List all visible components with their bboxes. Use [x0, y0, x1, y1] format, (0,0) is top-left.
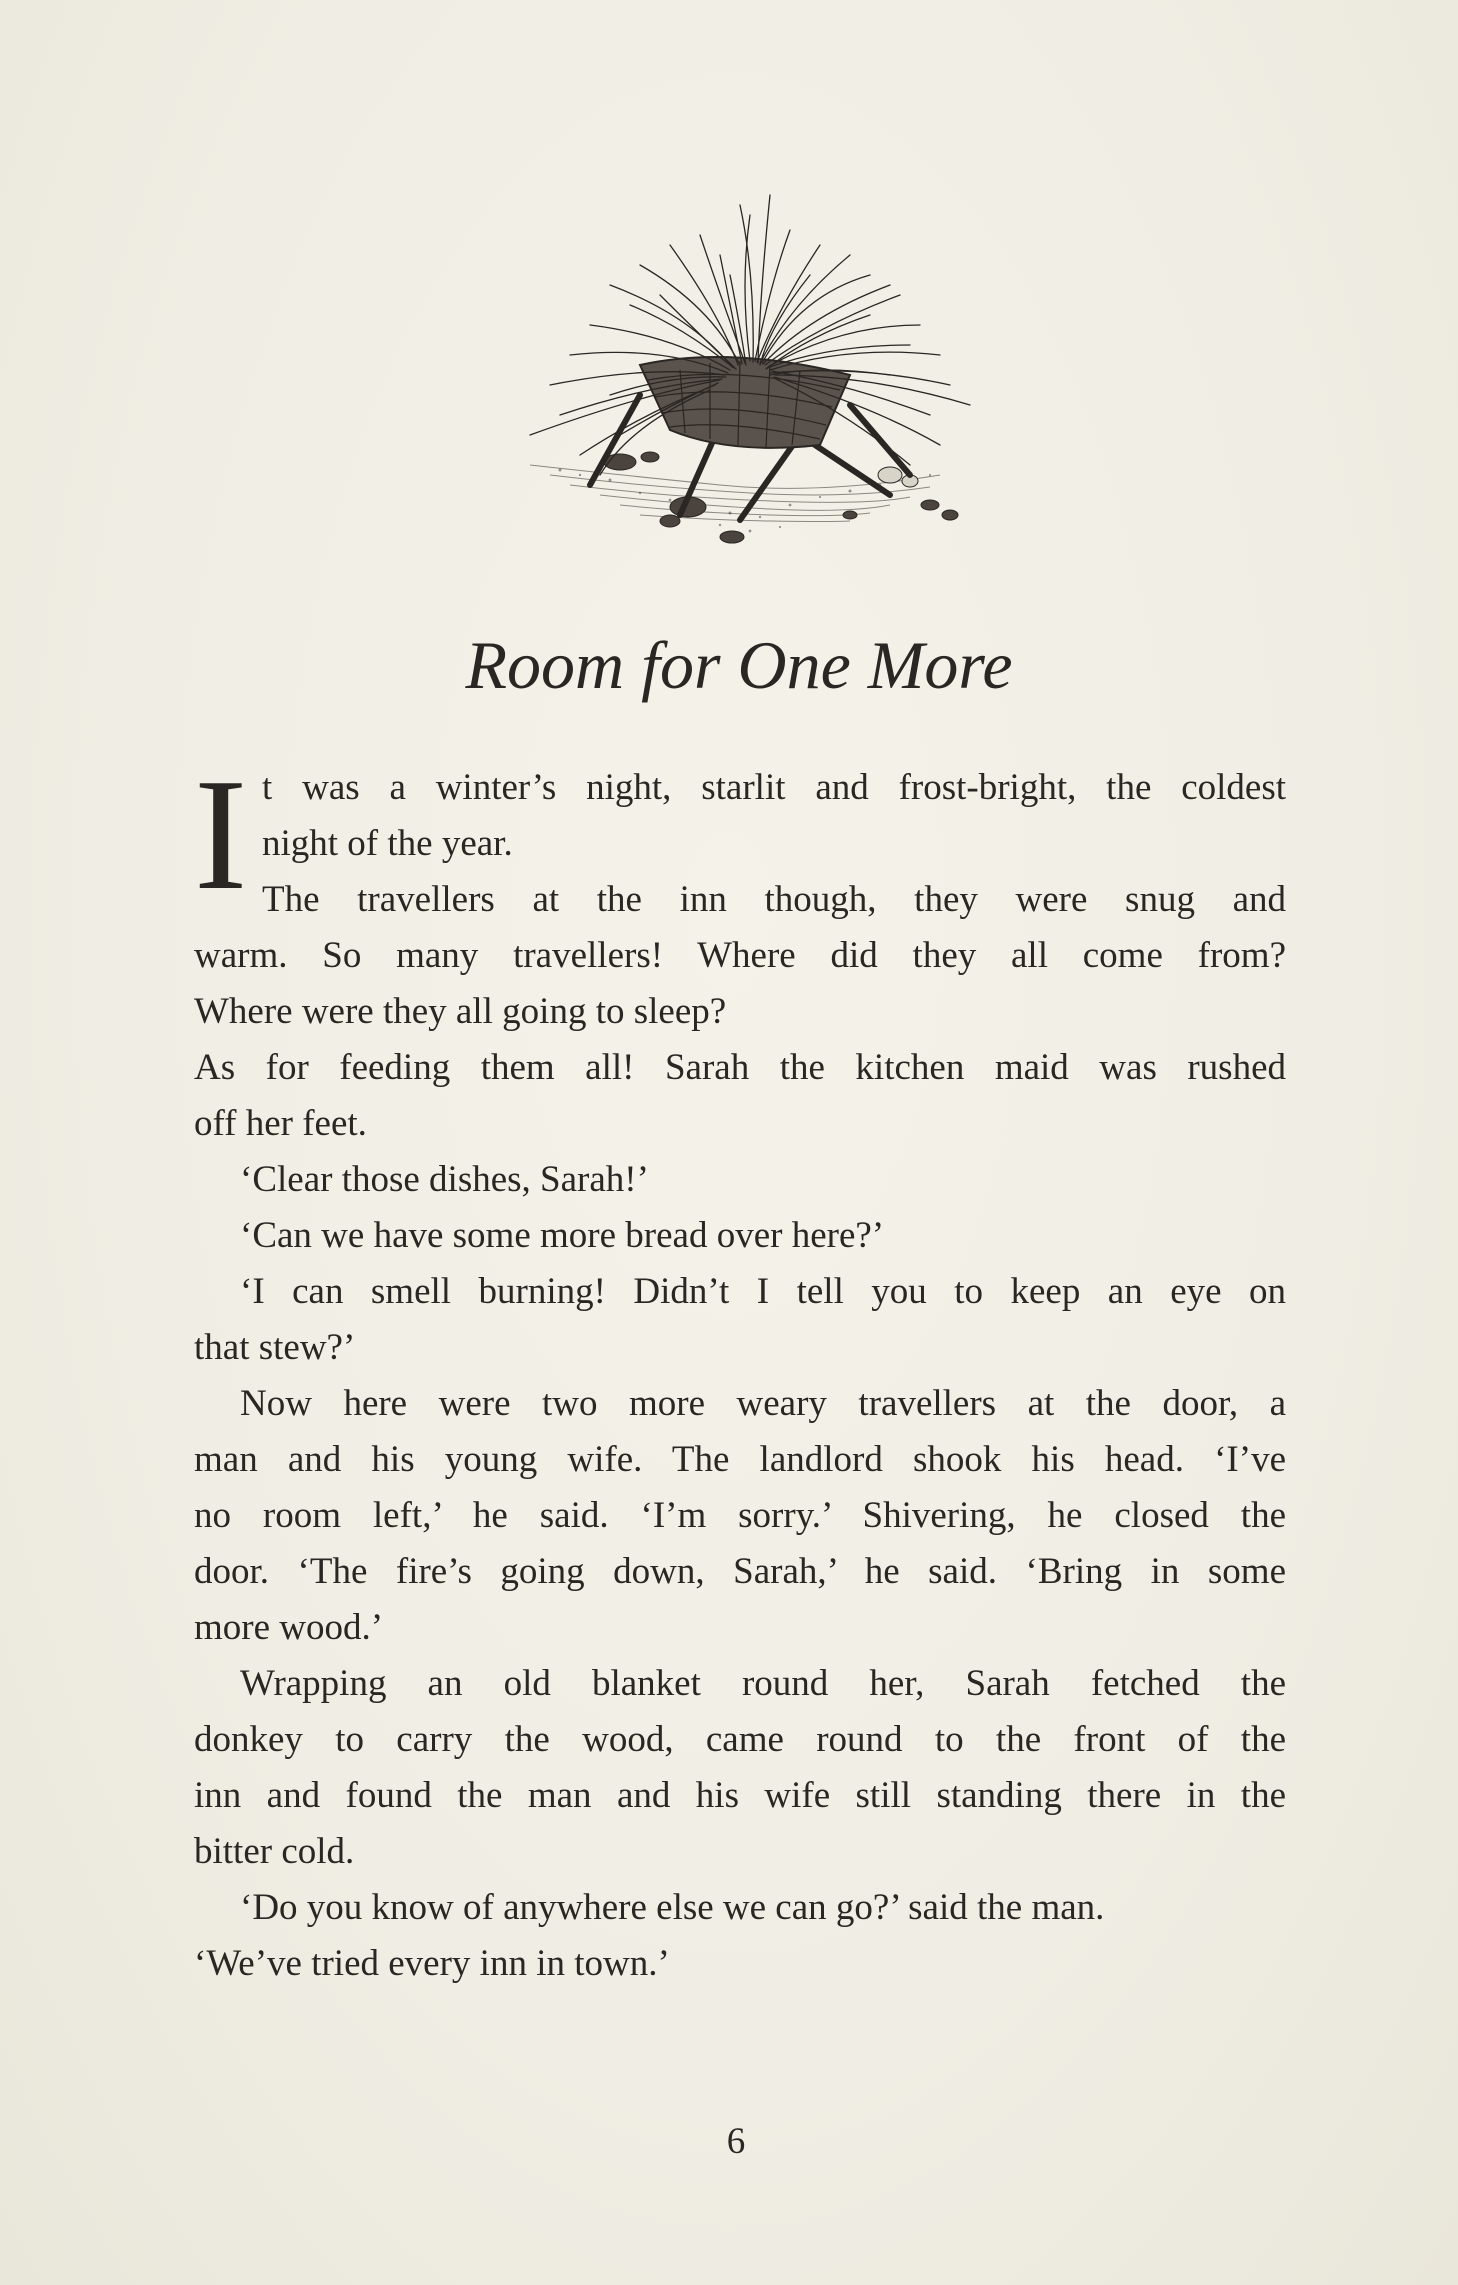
text-line: The travellers at the inn though, they were snug and: [262, 879, 1286, 920]
text-line: door. ‘The fire’s going down, Sarah,’ he said. ‘Bring in some: [194, 1551, 1286, 1592]
story-text: [194, 745, 1286, 1992]
text-line: Wrapping an old blanket round her, Sarah fetched the: [240, 1663, 1286, 1704]
text-line: As for feeding them all! Sarah the kitchen maid was rushed: [194, 1047, 1286, 1088]
text-line: t was a winter’s night, starlit and frost-bright, the coldest: [262, 767, 1286, 808]
ground-dots: [559, 469, 932, 533]
text-line: ‘I can smell burning! Didn’t I tell you to keep an eye on: [240, 1271, 1286, 1312]
chapter-title: Room for One More: [465, 627, 1013, 703]
text-line: ‘Clear those dishes, Sarah!’: [240, 1159, 649, 1200]
page-number: 6: [726, 2121, 746, 2162]
drop-cap: I: [194, 745, 248, 923]
text-line: inn and found the man and his wife still standing there in the: [194, 1775, 1286, 1816]
text-line: ‘We’ve tried every inn in town.’: [194, 1943, 670, 1984]
text-line: ‘Can we have some more bread over here?’: [240, 1215, 885, 1256]
text-line: man and his young wife. The landlord shook his head. ‘I’ve: [194, 1439, 1286, 1480]
text-line: more wood.’: [194, 1607, 384, 1648]
text-line: donkey to carry the wood, came round to the front of the: [194, 1719, 1286, 1760]
text-line: Where were they all going to sleep?: [194, 991, 727, 1032]
text-line: no room left,’ he said. ‘I’m sorry.’ Shivering, he closed the: [194, 1495, 1286, 1536]
text-line: off her feet.: [194, 1103, 367, 1144]
text-line: night of the year.: [262, 823, 513, 864]
text-line: that stew?’: [194, 1327, 356, 1368]
text-line: ‘Do you know of anywhere else we can go?’ said the man.: [240, 1887, 1105, 1928]
manger-with-straw-illustration: [470, 175, 1030, 585]
text-line: bitter cold.: [194, 1831, 355, 1872]
text-line: warm. So many travellers! Where did they all come from?: [194, 935, 1286, 976]
paragraph-1: [194, 745, 1286, 928]
text-line: Now here were two more weary travellers at the door, a: [240, 1383, 1286, 1424]
